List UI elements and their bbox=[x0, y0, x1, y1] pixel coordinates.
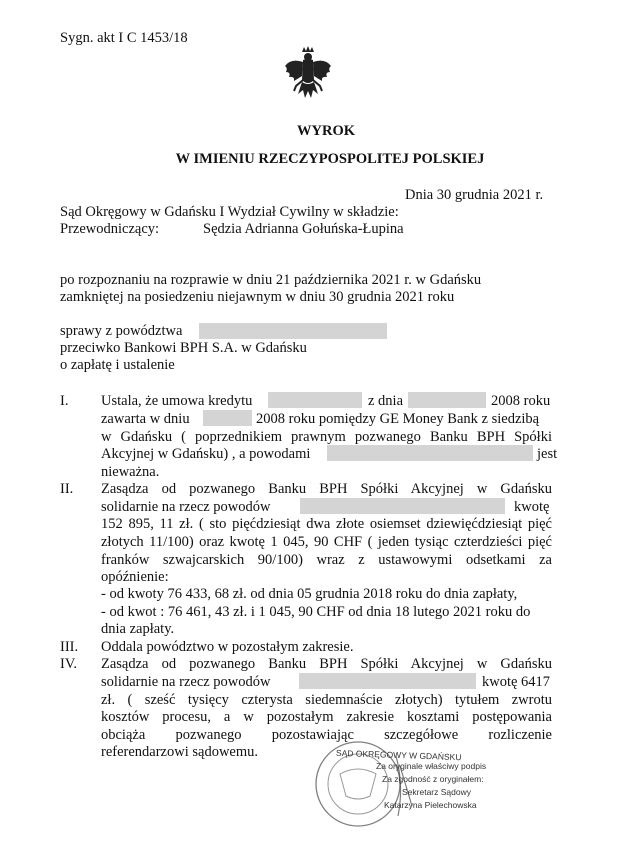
redaction-signing-date bbox=[203, 410, 252, 426]
item-text-line: jest bbox=[537, 446, 558, 462]
item-text-line: - od kwot : 76 461, 43 zł. i 1 045, 90 CHF od dnia 18 lutego 2021 roku do bbox=[101, 604, 531, 620]
item-text-line: obciąża pozwanego pozostawiając szczegółowe rozliczenie bbox=[101, 727, 552, 743]
stamp-line-2: Za zgodność z oryginałem: bbox=[382, 774, 484, 784]
item-text-line: kwotę bbox=[514, 499, 550, 515]
item-text-line: Zasądza od pozwanego Banku BPH Spółki Akcyjnej w Gdańsku bbox=[101, 481, 552, 497]
item-text-line: zawarta w dniu bbox=[101, 411, 190, 427]
item-text-line: solidarnie na rzecz powodów bbox=[101, 499, 271, 515]
redaction-contract-number bbox=[268, 392, 362, 408]
item-text-line: zł. ( sześć tysięcy czterysta siedemnaście złotych) tytułem zwrotu bbox=[101, 692, 552, 708]
item-text-line: 2008 roku pomiędzy GE Money Bank z siedzibą bbox=[256, 411, 540, 427]
stamp-line-4: Katarzyna Pielechowska bbox=[384, 800, 477, 810]
item-text-line: dnia zapłaty. bbox=[101, 621, 175, 637]
item-number: II. bbox=[60, 481, 74, 497]
item-text-line: solidarnie na rzecz powodów bbox=[101, 674, 271, 690]
redaction-contract-date bbox=[408, 392, 486, 408]
document-subtitle: W IMIENIU RZECZYPOSPOLITEJ POLSKIEJ bbox=[175, 151, 485, 167]
court-composition: Sąd Okręgowy w Gdańsku I Wydział Cywilny w składzie: bbox=[60, 204, 399, 220]
item-text-line: 152 895, 11 zł. ( sto pięćdziesiąt dwa złote osiemset dziewięćdziesiąt pięć bbox=[101, 516, 552, 532]
chair-label: Przewodniczący: bbox=[60, 221, 160, 237]
redaction-plaintiff bbox=[199, 323, 387, 339]
item-text-line: kosztów procesu, a w pozostałym zakresie kosztami postępowania bbox=[101, 709, 552, 725]
item-text-line: Akcyjnej w Gdańsku) , a powodami bbox=[101, 446, 311, 462]
chair-name: Sędzia Adrianna Gołuńska-Łupina bbox=[203, 221, 404, 237]
item-text-line: złotych 11/100) oraz kwotę 1 045, 90 CHF ( jeden tysiąc czterdzieści pięć bbox=[101, 534, 552, 550]
polish-eagle-emblem bbox=[283, 46, 333, 104]
item-text-line: - od kwoty 76 433, 68 zł. od dnia 05 grudnia 2018 roku do dnia zapłaty, bbox=[101, 586, 518, 602]
item-text-line: franków szwajcarskich 90/100) wraz z ustawowymi odsetkami za bbox=[101, 552, 552, 568]
item-text-line: kwotę 6417 bbox=[482, 674, 551, 690]
item-text-line: Zasądza od pozwanego Banku BPH Spółki Akcyjnej w Gdańsku bbox=[101, 656, 552, 672]
proceedings-line-2: zamkniętej na posiedzeniu niejawnym w dniu 30 grudnia 2021 roku bbox=[60, 289, 455, 305]
item-number: I. bbox=[60, 393, 69, 409]
stamp-line-3: Sekretarz Sądowy bbox=[402, 787, 471, 797]
proceedings-line-1: po rozpoznaniu na rozprawie w dniu 21 października 2021 r. w Gdańsku bbox=[60, 272, 482, 288]
item-text-line: w Gdańsku ( poprzednikiem prawnym pozwanego Banku BPH Spółki bbox=[101, 429, 552, 445]
item-number: IV. bbox=[60, 656, 78, 672]
item-text-line: referendarzowi sądowemu. bbox=[101, 744, 259, 760]
case-subject: o zapłatę i ustalenie bbox=[60, 357, 175, 373]
redaction-plaintiffs bbox=[300, 498, 505, 514]
item-text-line: 2008 roku bbox=[491, 393, 551, 409]
stamp-line-1: Za oryginale właściwy podpis bbox=[376, 761, 487, 771]
item-text-line: Oddala powództwo w pozostałym zakresie. bbox=[101, 639, 354, 655]
item-text-line: z dnia bbox=[368, 393, 404, 409]
case-defendant: przeciwko Bankowi BPH S.A. w Gdańsku bbox=[60, 340, 307, 356]
item-number: III. bbox=[60, 639, 79, 655]
item-text-line: nieważna. bbox=[101, 464, 160, 480]
case-signature: Sygn. akt I C 1453/18 bbox=[60, 30, 188, 46]
document-title: WYROK bbox=[297, 123, 355, 139]
item-text-line: Ustala, że umowa kredytu bbox=[101, 393, 253, 409]
redaction-plaintiffs bbox=[327, 445, 533, 461]
case-plaintiff-label: sprawy z powództwa bbox=[60, 323, 183, 339]
stamp-ring-text: SĄD OKRĘGOWY W GDAŃSKU bbox=[335, 747, 462, 763]
judgment-date: Dnia 30 grudnia 2021 r. bbox=[405, 187, 544, 203]
redaction-plaintiffs bbox=[299, 673, 476, 689]
item-text-line: opóźnienie: bbox=[101, 569, 169, 585]
